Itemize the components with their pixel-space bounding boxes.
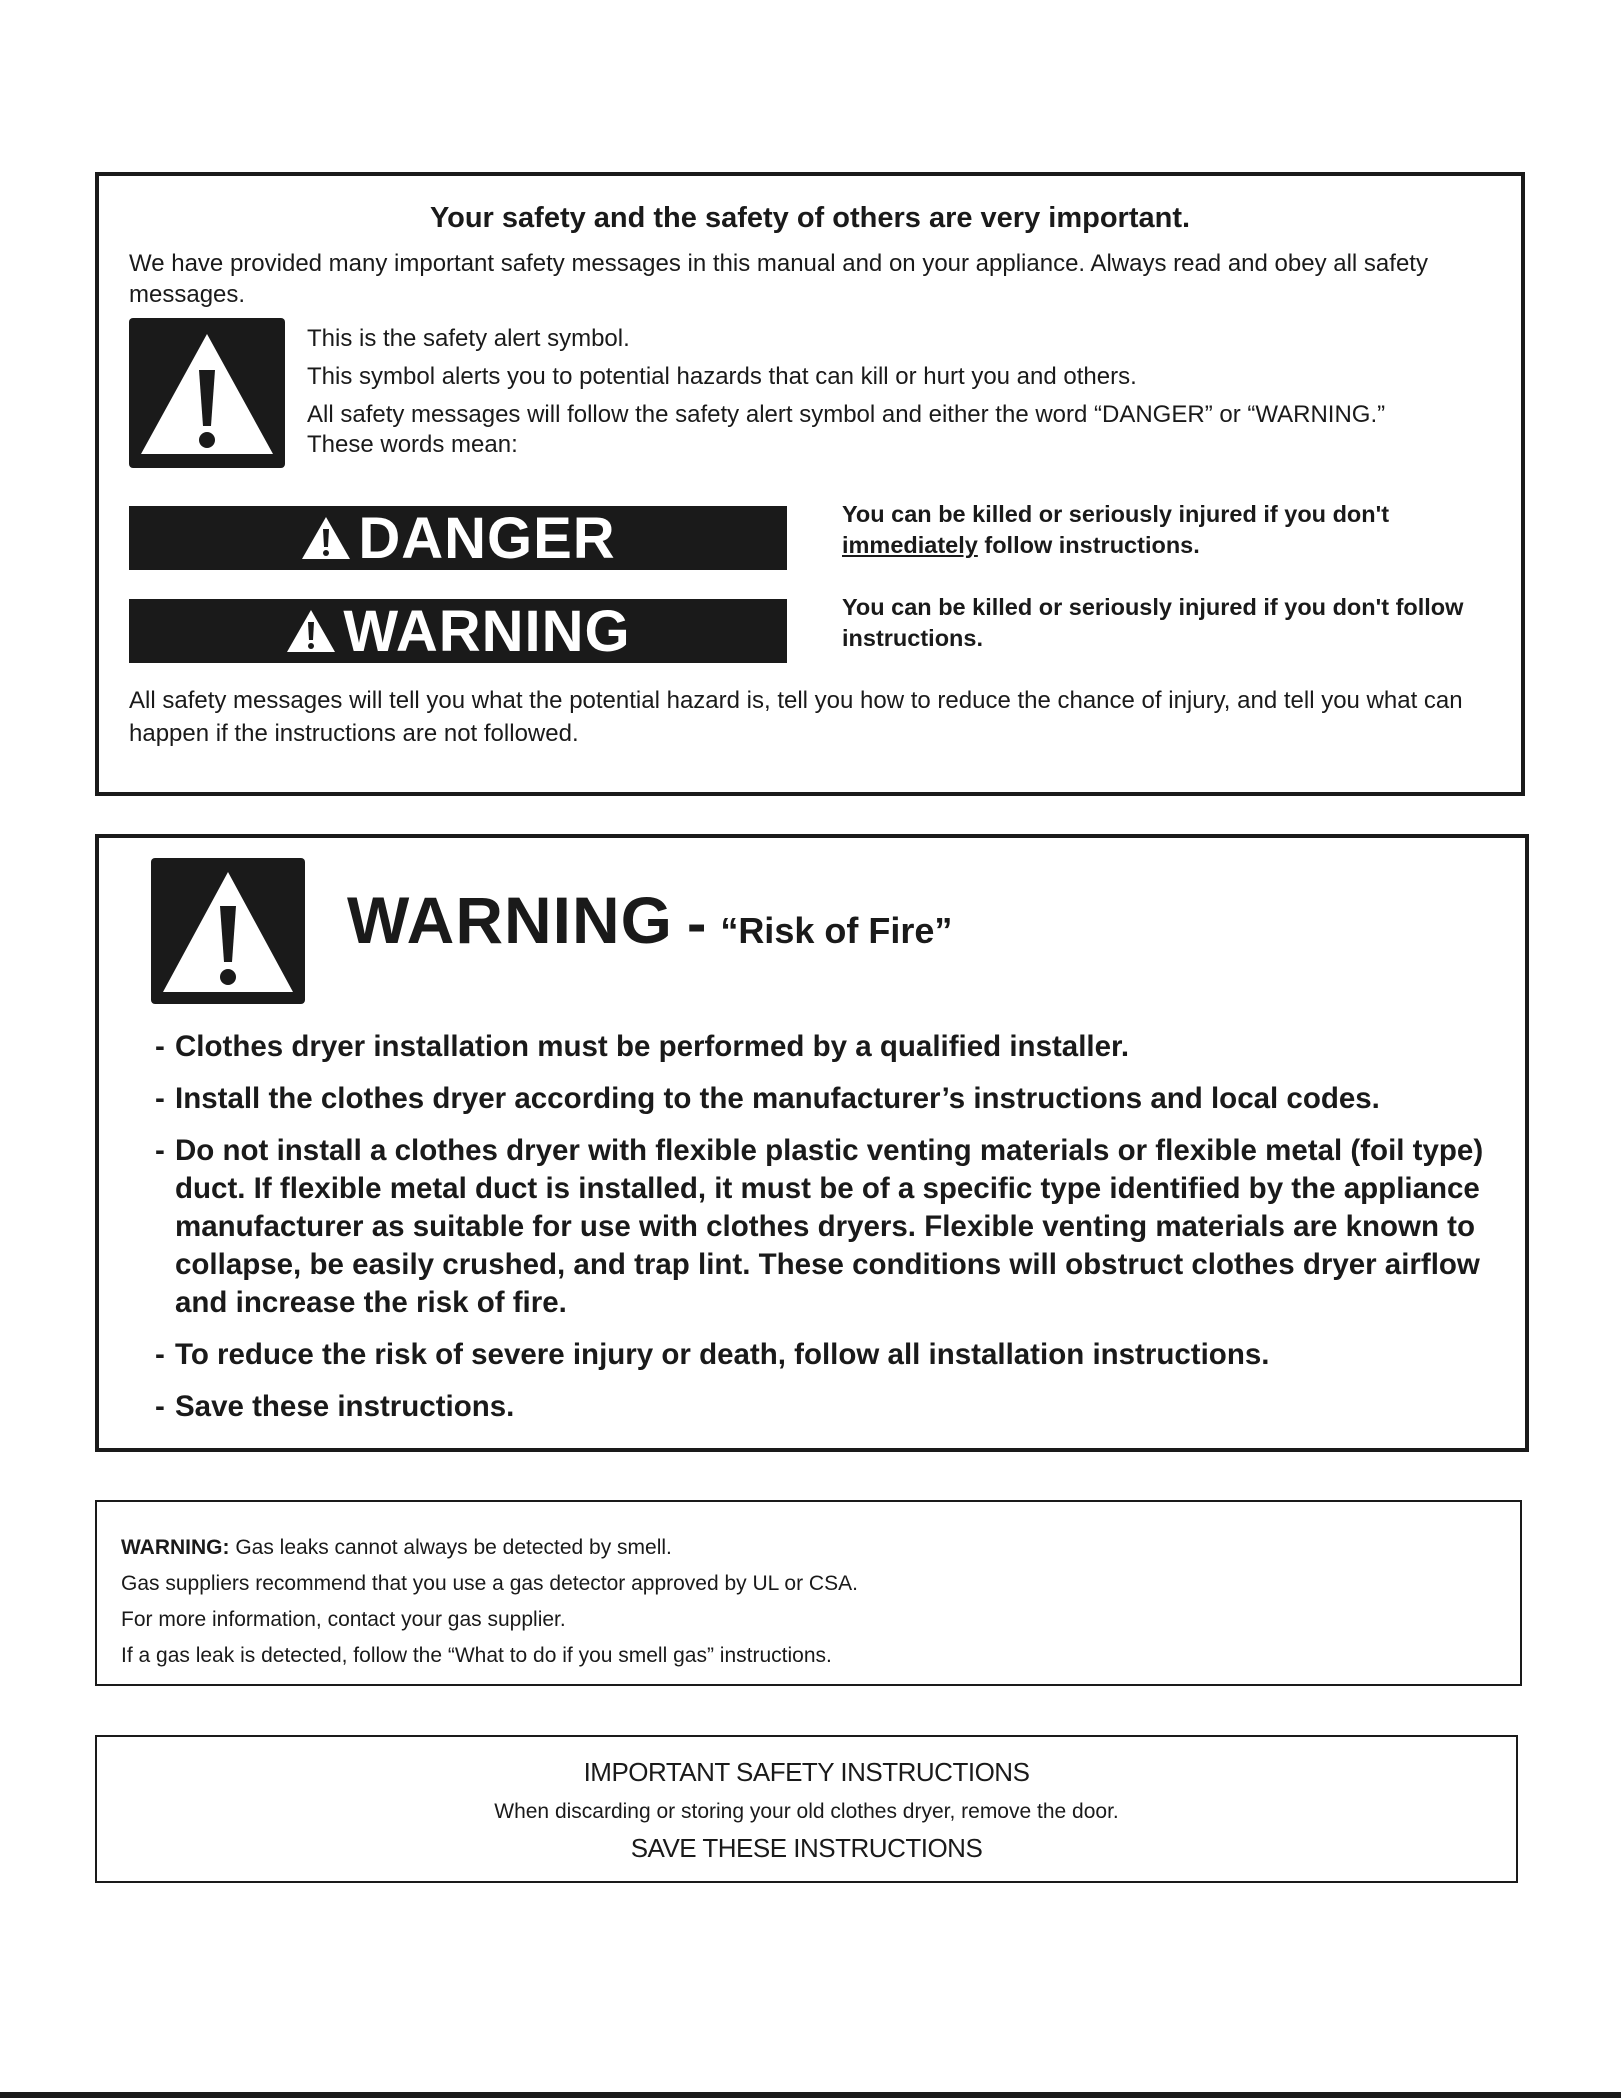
warning-signal-bar — [129, 599, 787, 663]
fire-warning-title: WARNING - “Risk of Fire” — [347, 883, 953, 957]
symbol-line: This symbol alerts you to potential hazards that can kill or hurt you and others. — [307, 363, 1137, 390]
danger-signal-bar — [129, 506, 787, 570]
list-item: - Do not install a clothes dryer with flexible plastic venting materials or flexible metal (foil type) duct. If flexible metal duct is installed, it must be of a specific type identified by the appliance manufacturer as suitable for use with clothes dryers. Flexible venting materials are known to collapse, be easily crushed, and trap lint. These conditions will obstruct clothes dryer airflow and increase the risk of fire. — [155, 1134, 1484, 1319]
list-item: - To reduce the risk of severe injury or death, follow all installation instructions. — [155, 1338, 1270, 1371]
list-item: - Save these instructions. — [155, 1390, 515, 1423]
important-safety-box — [95, 1735, 1518, 1883]
safety-outro-text: All safety messages will tell you what the potential hazard is, tell you how to reduce the chance of injury, and tell you what can happen if the instructions are not followed. — [129, 687, 1463, 747]
warning-alert-icon — [285, 608, 337, 654]
gas-warning-label: WARNING: — [121, 1536, 230, 1559]
fire-warning-alert-icon — [151, 858, 305, 1004]
fire-warning-subtitle: “Risk of Fire” — [720, 910, 953, 951]
symbol-line: This is the safety alert symbol. — [307, 325, 630, 352]
important-title: IMPORTANT SAFETY INSTRUCTIONS — [583, 1757, 1030, 1787]
save-instructions-footer: SAVE THESE INSTRUCTIONS — [630, 1833, 983, 1863]
danger-meaning-emphasis: immediately — [842, 532, 978, 558]
list-item: - Install the clothes dryer according to the manufacturer’s instructions and local codes. — [155, 1082, 1380, 1115]
warning-label: WARNING — [343, 598, 631, 664]
gas-warning-text — [121, 1530, 858, 1674]
symbol-line: All safety messages will follow the safety alert symbol and either the word “DANGER” or “WARNING.” These words mean: — [307, 401, 1386, 458]
danger-meaning: You can be killed or seriously injured if you don't immediately follow instructions. — [842, 501, 1390, 558]
fire-warning-box — [95, 834, 1529, 1452]
gas-warning-line: Gas suppliers recommend that you use a gas detector approved by UL or CSA. — [121, 1572, 858, 1595]
fire-warning-word: WARNING — [347, 883, 673, 957]
important-text: When discarding or storing your old clothes dryer, remove the door. — [494, 1800, 1119, 1823]
danger-alert-icon — [300, 515, 352, 561]
danger-label: DANGER — [358, 505, 616, 571]
safety-headline: Your safety and the safety of others are very important. — [429, 202, 1191, 234]
safety-intro-text: We have provided many important safety messages in this manual and on your appliance. Always read and obey all safety messages. — [129, 250, 1428, 308]
safety-alert-icon — [129, 318, 285, 468]
fire-warning-list — [155, 1028, 1495, 1440]
gas-warning-box — [95, 1500, 1522, 1686]
gas-warning-line: If a gas leak is detected, follow the “What to do if you smell gas” instructions. — [121, 1644, 832, 1667]
list-item: - Clothes dryer installation must be performed by a qualified installer. — [155, 1030, 1130, 1063]
symbol-explanation — [307, 324, 1407, 468]
gas-warning-line: WARNING: Gas leaks cannot always be detected by smell. — [121, 1536, 672, 1559]
gas-warning-line: For more information, contact your gas supplier. — [121, 1608, 566, 1631]
safety-intro-box — [95, 172, 1525, 796]
warning-meaning: You can be killed or seriously injured if you don't follow instructions. — [842, 594, 1464, 651]
page-bottom-rule — [0, 2092, 1621, 2098]
